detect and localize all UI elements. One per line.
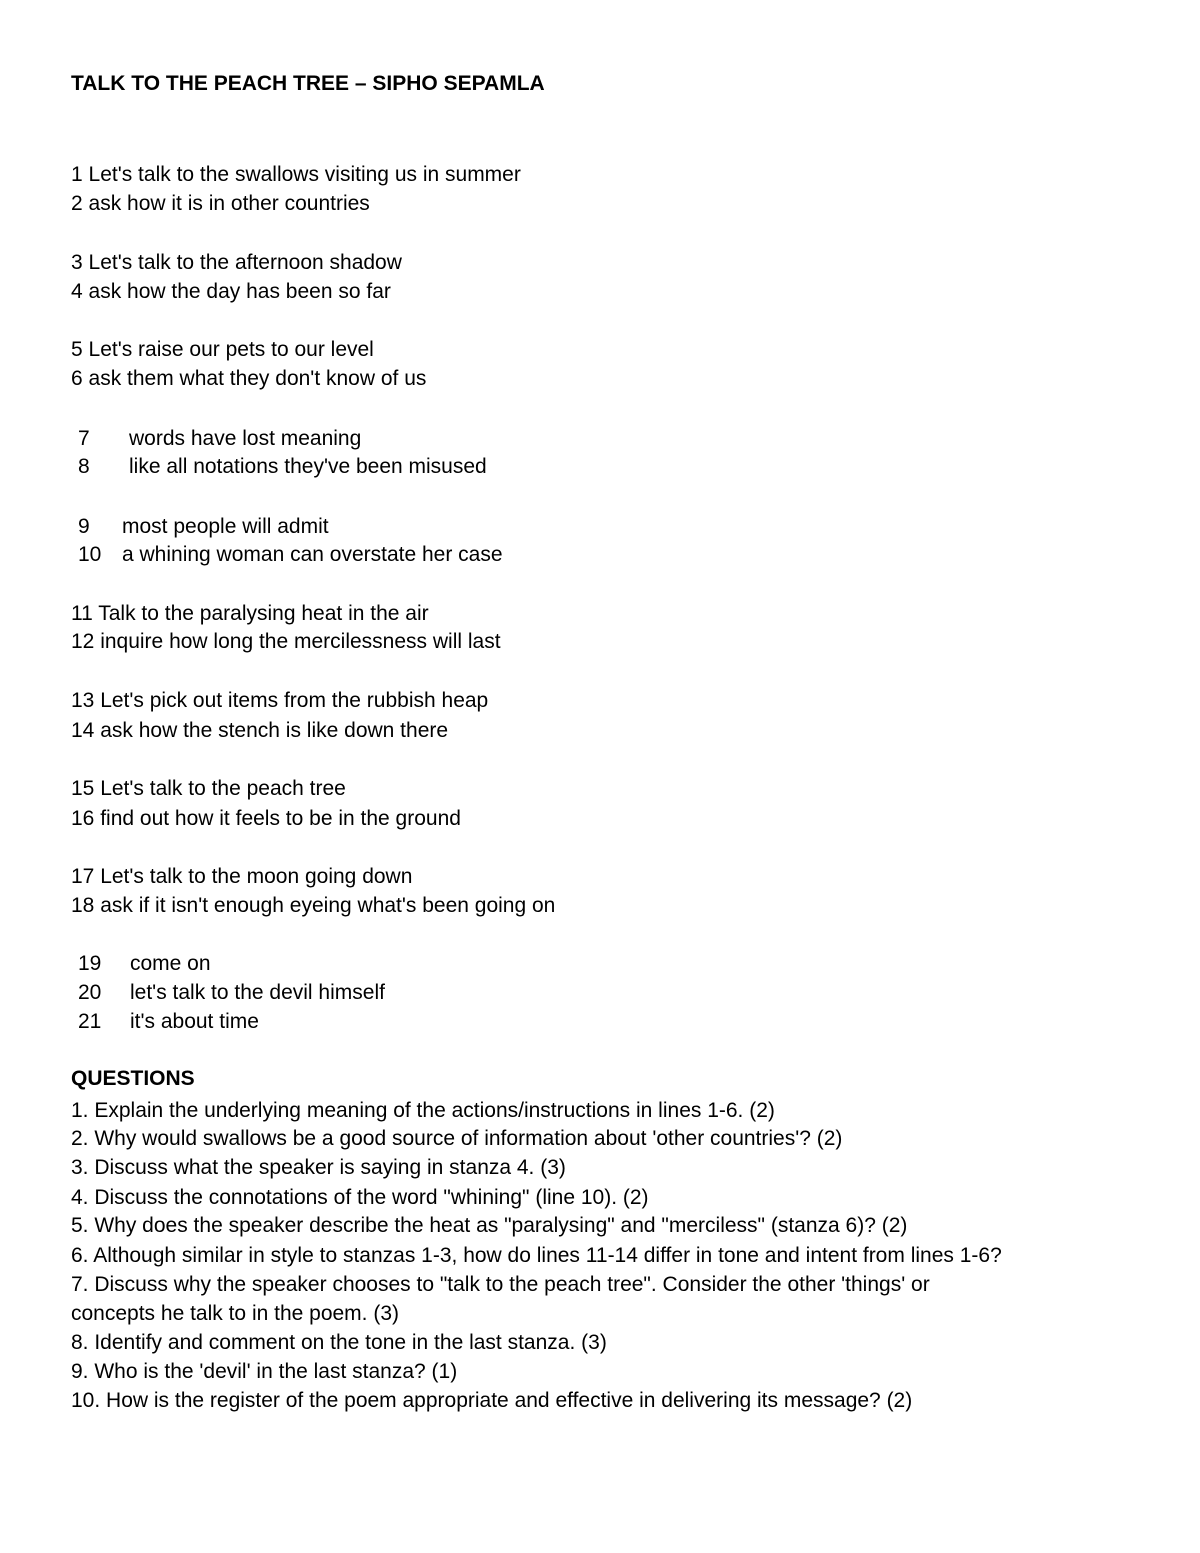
poem-line-number-21: 21 xyxy=(78,1010,102,1033)
poem-line-number-8: 8 xyxy=(78,455,90,478)
poem-line-19: come on xyxy=(130,952,211,975)
question-5: 5. Why does the speaker describe the heat as "paralysing" and "merciless" (stanza 6)? (2) xyxy=(71,1214,908,1237)
question-9: 9. Who is the 'devil' in the last stanza? (1) xyxy=(71,1360,458,1383)
question-8: 8. Identify and comment on the tone in the last stanza. (3) xyxy=(71,1331,607,1354)
poem-line-number-20: 20 xyxy=(78,981,102,1004)
poem-line-number-10: 10 xyxy=(78,543,102,566)
poem-line-4: 4 ask how the day has been so far xyxy=(71,280,391,303)
poem-line-11: 11 Talk to the paralysing heat in the air xyxy=(71,602,429,625)
poem-line-9: most people will admit xyxy=(122,515,329,538)
document-title: TALK TO THE PEACH TREE – SIPHO SEPAMLA xyxy=(71,72,545,95)
poem-line-13: 13 Let's pick out items from the rubbish heap xyxy=(71,689,489,712)
poem-line-12: 12 inquire how long the mercilessness will last xyxy=(71,630,501,653)
question-6: 6. Although similar in style to stanzas 1-3, how do lines 11-14 differ in tone and intent from lines 1-6? xyxy=(71,1244,1002,1267)
poem-line-8: like all notations they've been misused xyxy=(129,455,487,478)
question-4: 4. Discuss the connotations of the word "whining" (line 10). (2) xyxy=(71,1186,649,1209)
question-1: 1. Explain the underlying meaning of the actions/instructions in lines 1-6. (2) xyxy=(71,1099,775,1122)
poem-line-3: 3 Let's talk to the afternoon shadow xyxy=(71,251,402,274)
question-10: 10. How is the register of the poem appropriate and effective in delivering its message? (2) xyxy=(71,1389,913,1412)
question-2: 2. Why would swallows be a good source of information about 'other countries'? (2) xyxy=(71,1127,843,1150)
poem-line-number-19: 19 xyxy=(78,952,102,975)
poem-line-20: let's talk to the devil himself xyxy=(130,981,385,1004)
poem-line-16: 16 find out how it feels to be in the ground xyxy=(71,807,461,830)
poem-line-6: 6 ask them what they don't know of us xyxy=(71,367,427,390)
poem-line-2: 2 ask how it is in other countries xyxy=(71,192,370,215)
poem-line-number-7: 7 xyxy=(78,427,90,450)
poem-line-14: 14 ask how the stench is like down there xyxy=(71,719,449,742)
poem-line-7: words have lost meaning xyxy=(129,427,362,450)
poem-line-10: a whining woman can overstate her case xyxy=(122,543,503,566)
question-3: 3. Discuss what the speaker is saying in stanza 4. (3) xyxy=(71,1156,566,1179)
poem-line-15: 15 Let's talk to the peach tree xyxy=(71,777,346,800)
poem-line-1: 1 Let's talk to the swallows visiting us in summer xyxy=(71,163,521,186)
poem-line-number-9: 9 xyxy=(78,515,90,538)
question-7-part-2: concepts he talk to in the poem. (3) xyxy=(71,1302,400,1325)
poem-line-17: 17 Let's talk to the moon going down xyxy=(71,865,413,888)
poem-line-5: 5 Let's raise our pets to our level xyxy=(71,338,374,361)
poem-line-18: 18 ask if it isn't enough eyeing what's been going on xyxy=(71,894,556,917)
question-7-part-1: 7. Discuss why the speaker chooses to "talk to the peach tree". Consider the other 'things' or xyxy=(71,1273,930,1296)
questions-heading: QUESTIONS xyxy=(71,1067,195,1090)
poem-line-21: it's about time xyxy=(130,1010,259,1033)
